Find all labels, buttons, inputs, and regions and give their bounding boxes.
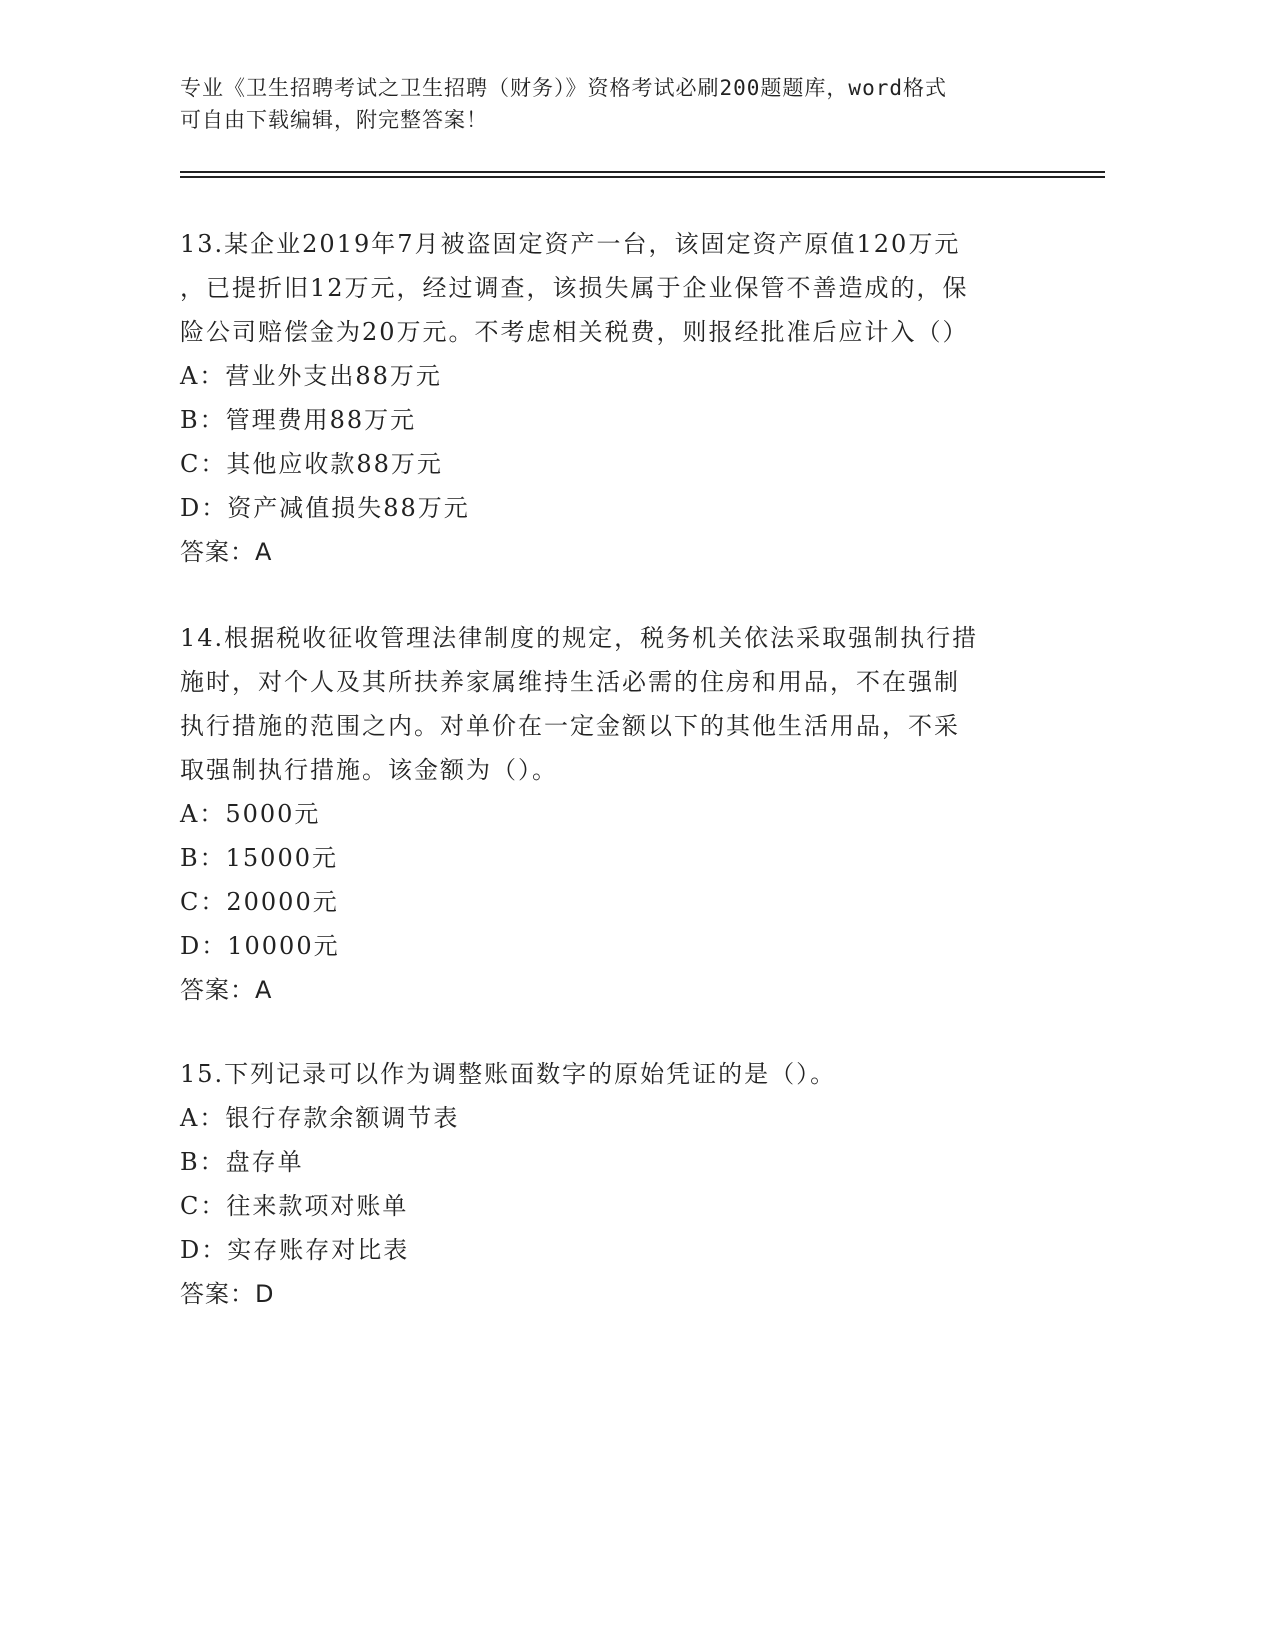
header-divider-top (180, 171, 1105, 173)
option-a: A：银行存款余额调节表 (180, 1104, 460, 1132)
document-header (180, 72, 1060, 136)
option-a: A：5000元 (180, 800, 321, 828)
option-c: C：20000元 (180, 888, 339, 916)
question-text-line: ，已提折旧12万元，经过调查，该损失属于企业保管不善造成的，保 (180, 274, 969, 302)
option-d: D：资产减值损失88万元 (180, 494, 470, 522)
question-text-line: 施时，对个人及其所扶养家属维持生活必需的住房和用品，不在强制 (180, 668, 960, 696)
header-line-1: 专业《卫生招聘考试之卫生招聘（财务）》资格考试必刷200题题库，word格式 (180, 76, 947, 100)
question-15 (180, 1052, 1060, 1316)
header-line-2: 可自由下载编辑，附完整答案！ (180, 108, 488, 132)
option-d: D：实存账存对比表 (180, 1236, 410, 1264)
question-text-line: 执行措施的范围之内。对单价在一定金额以下的其他生活用品，不采 (180, 712, 960, 740)
option-c: C：往来款项对账单 (180, 1192, 409, 1220)
answer-line: 答案：D (180, 1280, 275, 1308)
option-a: A：营业外支出88万元 (180, 362, 442, 390)
question-text-line: 取强制执行措施。该金额为（）。 (180, 756, 558, 784)
answer-line: 答案：A (180, 976, 273, 1004)
option-b: B：15000元 (180, 844, 338, 872)
header-divider-bottom (180, 176, 1105, 178)
question-text-line: 14.根据税收征收管理法律制度的规定，税务机关依法采取强制执行措 (180, 624, 979, 652)
answer-line: 答案：A (180, 538, 273, 566)
option-c: C：其他应收款88万元 (180, 450, 443, 478)
option-d: D：10000元 (180, 932, 340, 960)
question-text-line: 13.某企业2019年7月被盗固定资产一台，该固定资产原值120万元 (180, 230, 961, 258)
question-text-line: 险公司赔偿金为20万元。不考虑相关税费，则报经批准后应计入（） (180, 318, 969, 346)
question-text-line: 15.下列记录可以作为调整账面数字的原始凭证的是（）。 (180, 1060, 837, 1088)
option-b: B：管理费用88万元 (180, 406, 417, 434)
question-14 (180, 616, 1060, 1012)
question-13 (180, 222, 1060, 574)
option-b: B：盘存单 (180, 1148, 304, 1176)
